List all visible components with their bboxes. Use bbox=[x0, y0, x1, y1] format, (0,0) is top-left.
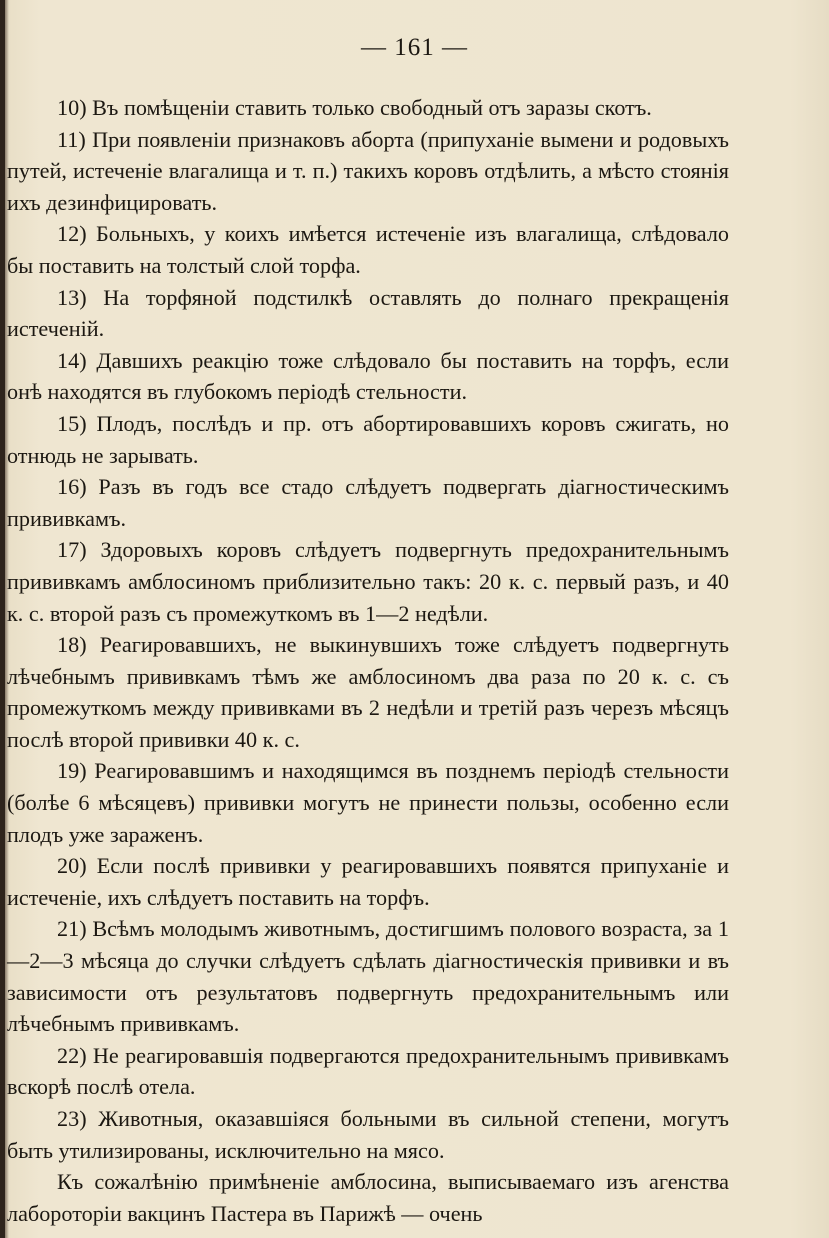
paragraph-item-20: 20) Если послѣ прививки у реагировавшихъ появятся припуханіе и истеченіе, ихъ слѣдуетъ поставить на торфъ. bbox=[7, 853, 729, 910]
paragraph-item-19: 19) Реагировавшимъ и находящимся въ позднемъ періодѣ стельности (болѣе 6 мѣсяцевъ) прививки могутъ не принести пользы, особенно если плодъ уже зараженъ. bbox=[7, 758, 729, 847]
paragraph-item-13: 13) На торфяной подстилкѣ оставлять до полнаго прекращенія истеченій. bbox=[7, 284, 729, 342]
paragraph-closing: Къ сожалѣнію примѣненіе амблосина, выписываемаго изъ агенства лабороторіи вакцинъ Пастера въ Парижѣ — очень bbox=[7, 1169, 729, 1226]
binding-edge bbox=[0, 0, 5, 1238]
paragraph-item-15: 15) Плодъ, послѣдъ и пр. отъ абортировавшихъ коровъ сжигать, но отнюдь не зарывать. bbox=[7, 410, 729, 468]
page-number: — 161 — bbox=[361, 34, 468, 61]
paragraph-item-21: 21) Всѣмъ молодымъ животнымъ, достигшимъ полового возраста, за 1—2—3 мѣсяца до случки слѣдуетъ сдѣлать діагностическія прививки и въ зависимости отъ результатовъ подвергнуть предохранительнымъ или лѣчебнымъ прививкамъ. bbox=[7, 916, 729, 1037]
paragraph-item-10: 10) Въ помѣщеніи ставить только свободный отъ заразы скотъ. bbox=[57, 95, 652, 120]
body-text bbox=[7, 92, 729, 1229]
paragraph-item-17: 17) Здоровыхъ коровъ слѣдуетъ подвергнуть предохранительнымъ прививкамъ амблосиномъ приблизительно такъ: 20 к. с. первый разъ, и 40 к. с. второй разъ съ промежуткомъ въ 1—2 недѣли. bbox=[7, 537, 729, 626]
paragraph-item-23: 23) Животныя, оказавшіяся больными въ сильной степени, могутъ быть утилизированы, исключительно на мясо. bbox=[7, 1106, 729, 1163]
paragraph-item-16: 16) Разъ въ годъ все стадо слѣдуетъ подвергать діагностическимъ прививкамъ. bbox=[7, 474, 729, 531]
paragraph-item-18: 18) Реагировавшихъ, не выкинувшихъ тоже слѣдуетъ подвергнуть лѣчебнымъ прививкамъ тѣмъ же амблосиномъ два раза по 20 к. с. съ промежуткомъ между прививками въ 2 недѣли и третій разъ черезъ мѣсяцъ послѣ второй прививки 40 к. с. bbox=[7, 632, 729, 752]
paragraph-item-12: 12) Больныхъ, у коихъ имѣется истеченіе изъ влагалища, слѣдовало бы поставить на толстый слой торфа. bbox=[7, 221, 729, 278]
paragraph-item-22: 22) Не реагировавшія подвергаются предохранительнымъ прививкамъ вскорѣ послѣ отела. bbox=[7, 1042, 729, 1100]
paragraph-item-14: 14) Давшихъ реакцію тоже слѣдовало бы поставить на торфъ, если онѣ находятся въ глубокомъ періодѣ стельности. bbox=[7, 347, 729, 405]
paragraph-item-11: 11) При появленіи признаковъ аборта (припуханіе вымени и родовыхъ путей, истеченіе влагалища и т. п.) такихъ коровъ отдѣлить, а мѣсто стоянія ихъ дезинфицировать. bbox=[7, 126, 729, 215]
